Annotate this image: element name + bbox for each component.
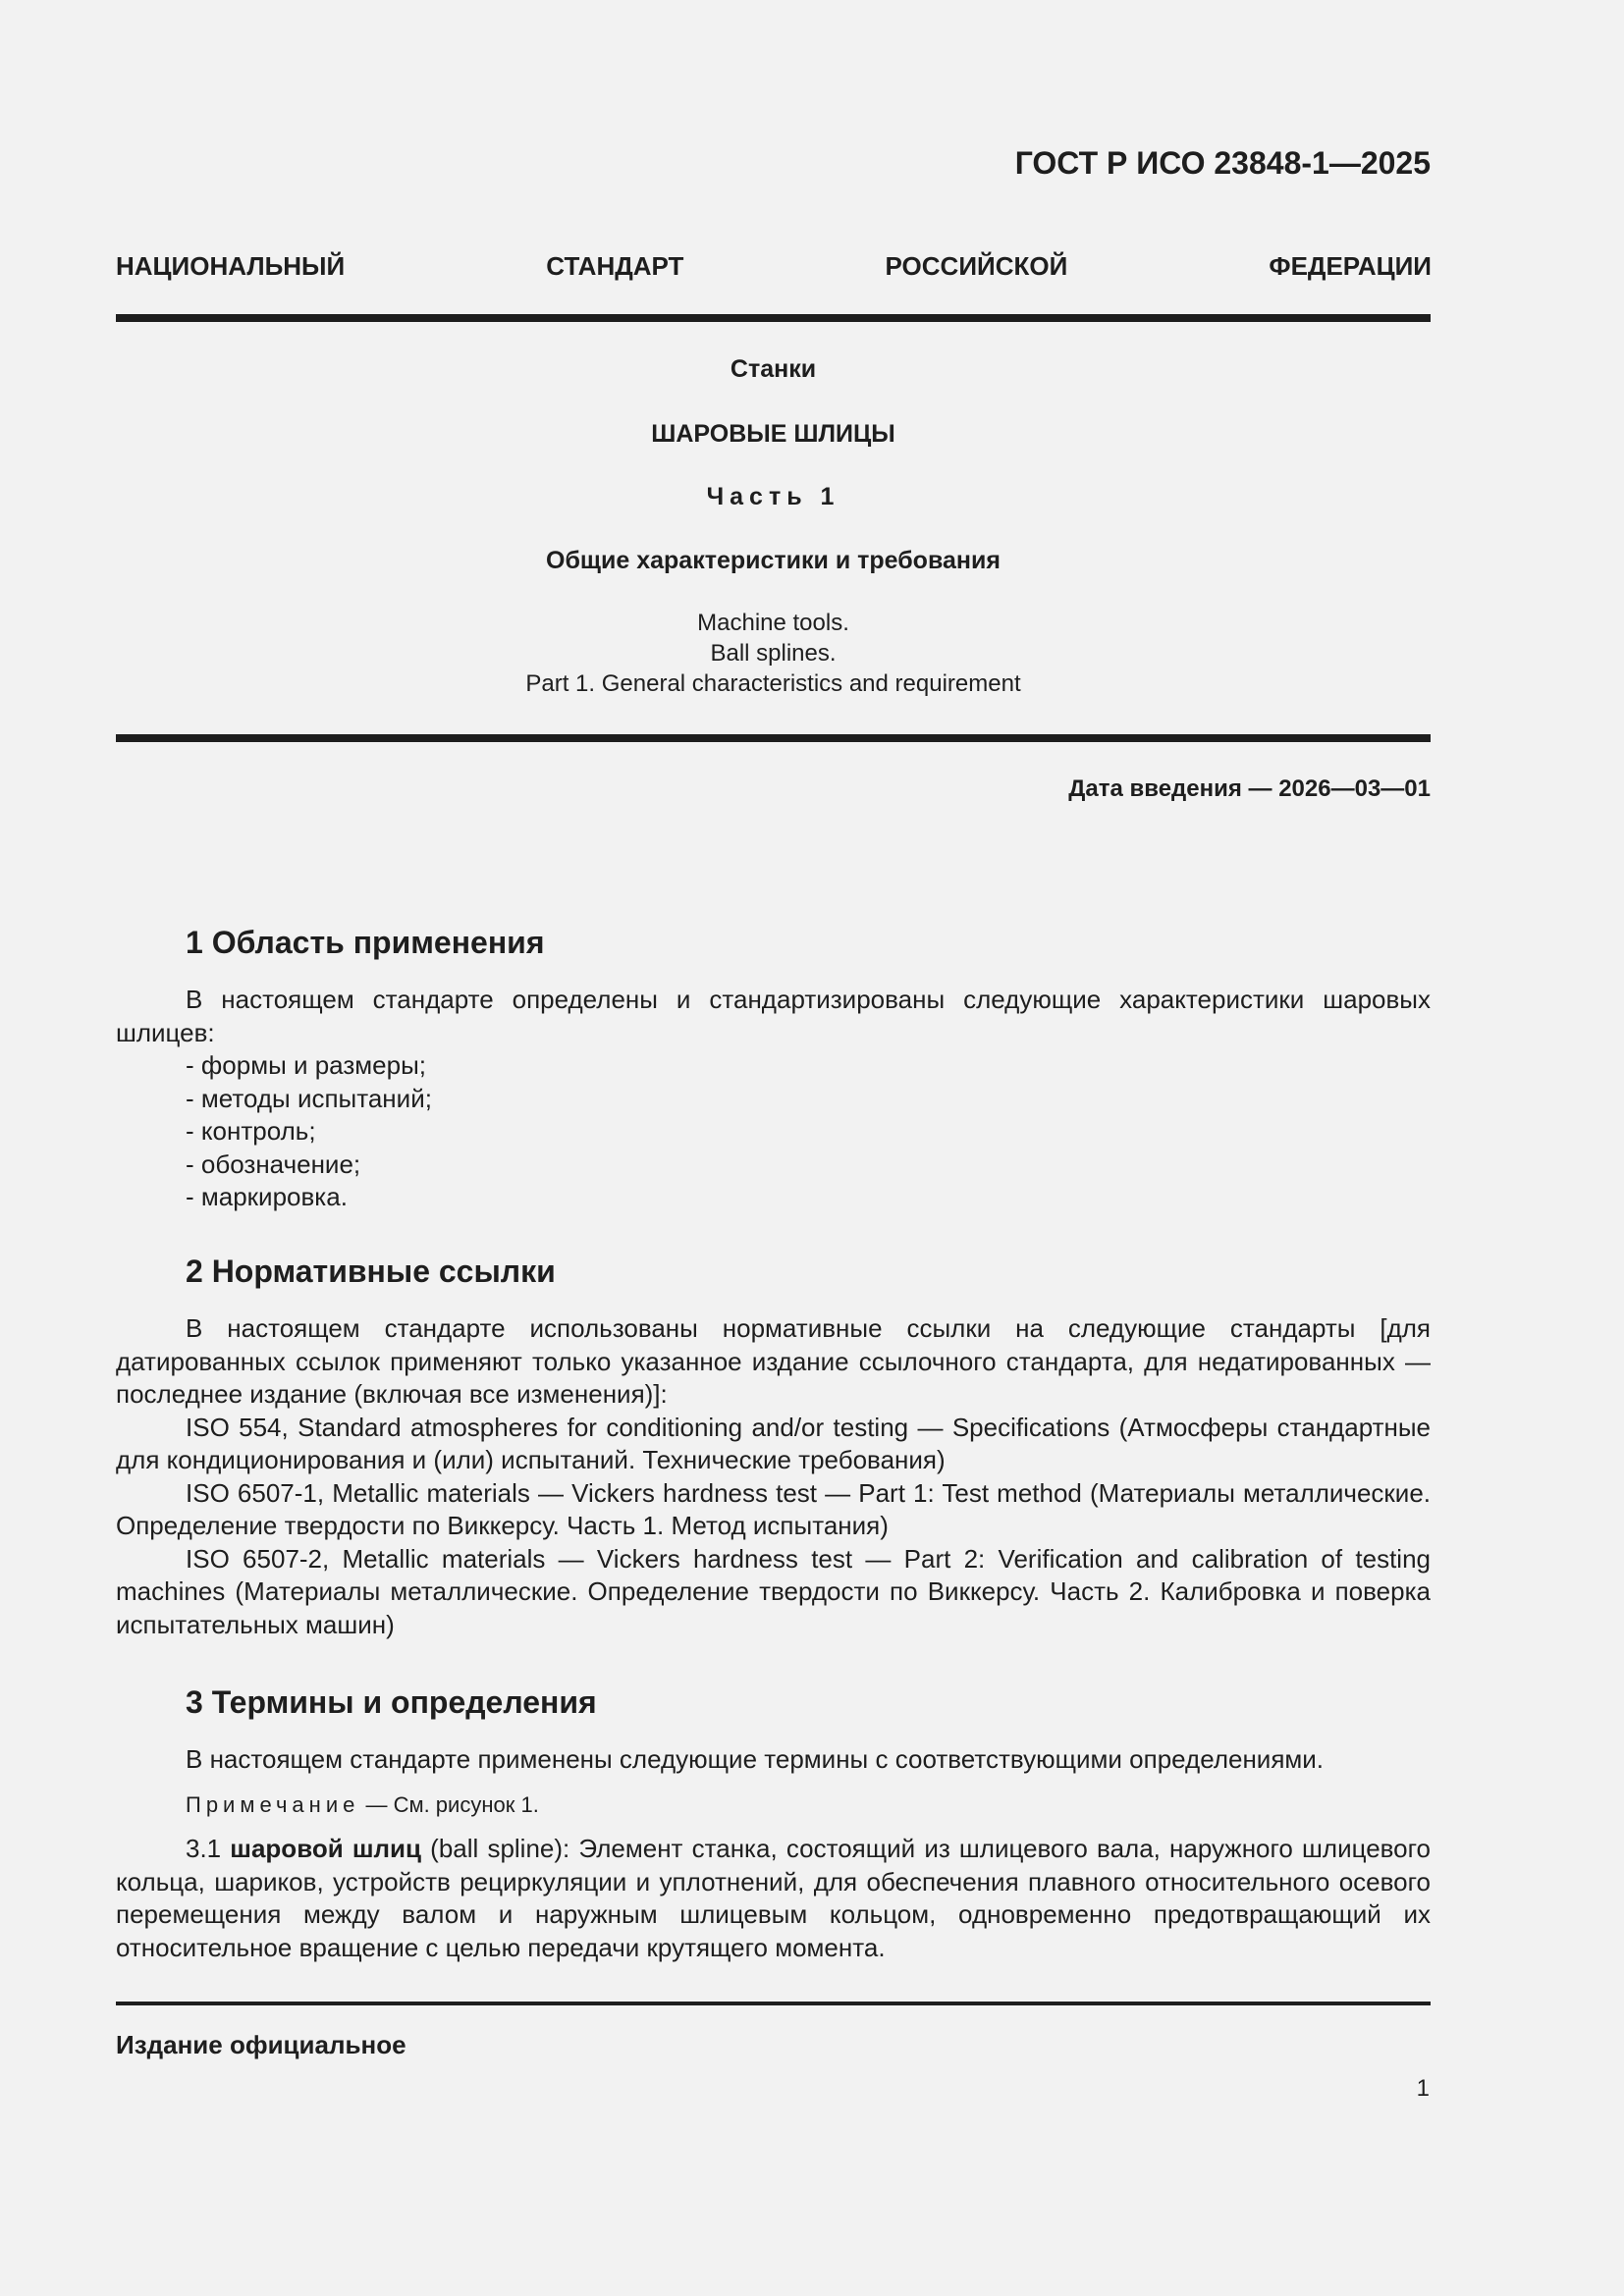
section-2-intro: В настоящем стандарте использованы нормативные ссылки на следующие стандарты [для датированных ссылок применяют только указанное издание ссылочного стандарта, для недатированных — последнее издание (включая все изменения)]: xyxy=(116,1313,1431,1409)
list-item: - маркировка. xyxy=(186,1182,348,1211)
title-main: ШАРОВЫЕ ШЛИЦЫ xyxy=(651,420,895,448)
term-definition-text: (ball spline): Элемент станка, состоящий из шлицевого вала, наружного шлицевого кольца, шариков, устройств рециркуляции и уплотнений, для обеспечения плавного относительного осевого перемещения между валом и наружным шлицевым кольцом, одновременно предотвращающий их относительное вращение с целью передачи крутящего момента. xyxy=(116,1834,1432,1962)
english-title-line: Ball splines. xyxy=(710,640,837,667)
term-name: шаровой шлиц xyxy=(230,1834,422,1863)
term-definition xyxy=(116,1833,1431,1964)
note-label: Примечание xyxy=(186,1791,360,1817)
list-item: - обозначение; xyxy=(186,1148,361,1179)
section-3-intro: В настоящем стандарте применены следующие термины с соответствующими определениями. xyxy=(186,1744,1325,1774)
english-title xyxy=(116,608,1431,699)
title-subtitle: Общие характеристики и требования xyxy=(546,547,1001,574)
list-item: - методы испытаний; xyxy=(186,1083,432,1113)
top-divider xyxy=(116,314,1431,322)
title-group: Станки xyxy=(730,355,817,383)
list-item: - контроль; xyxy=(186,1116,316,1146)
section-2-heading: 2 Нормативные ссылки xyxy=(186,1254,556,1289)
footer-divider xyxy=(116,2002,1431,2005)
section-2-body xyxy=(116,1312,1431,1641)
normative-reference: ISO 554, Standard atmospheres for conditioning and/or testing — Specifications (Атмосферы стандартные для кондиционирования и (или) испытаний. Технические требования) xyxy=(116,1412,1431,1474)
national-standard-banner: НАЦИОНАЛЬНЫЙ СТАНДАРТ РОССИЙСКОЙ ФЕДЕРАЦИИ xyxy=(116,251,1432,281)
section-1-heading: 1 Область применения xyxy=(186,925,545,960)
official-edition-label: Издание официальное xyxy=(116,2030,406,2059)
note-text: — См. рисунок 1. xyxy=(359,1791,539,1817)
normative-reference: ISO 6507-1, Metallic materials — Vickers hardness test — Part 1: Test method (Материалы металлические. Определение твердости по Виккерсу. Часть 1. Метод испытания) xyxy=(116,1477,1431,1540)
standard-designation: ГОСТ Р ИСО 23848-1—2025 xyxy=(1014,145,1431,181)
scope-list xyxy=(116,1049,1431,1214)
title-divider xyxy=(116,734,1431,742)
section-1-body xyxy=(116,984,1431,1214)
list-item: - формы и размеры; xyxy=(186,1050,426,1080)
note xyxy=(116,1789,1431,1822)
page-number: 1 xyxy=(1416,2075,1430,2102)
section-3-body xyxy=(116,1743,1431,1964)
english-title-line: Machine tools. xyxy=(697,610,849,636)
section-1-intro: В настоящем стандарте определены и стандартизированы следующие характеристики шаровых шлицев: xyxy=(116,985,1431,1047)
term-number: 3.1 xyxy=(186,1834,231,1863)
normative-reference: ISO 6507-2, Metallic materials — Vickers hardness test — Part 2: Verification and calibration of testing machines (Материалы металлические. Определение твердости по Виккерсу. Часть 2. Калибровка и поверка испытательных машин) xyxy=(116,1543,1431,1639)
title-part: Часть 1 xyxy=(706,483,840,510)
introduction-date: Дата введения — 2026—03—01 xyxy=(1068,775,1431,802)
english-title-line: Part 1. General characteristics and requirement xyxy=(525,670,1021,697)
section-3-heading: 3 Термины и определения xyxy=(186,1684,597,1720)
